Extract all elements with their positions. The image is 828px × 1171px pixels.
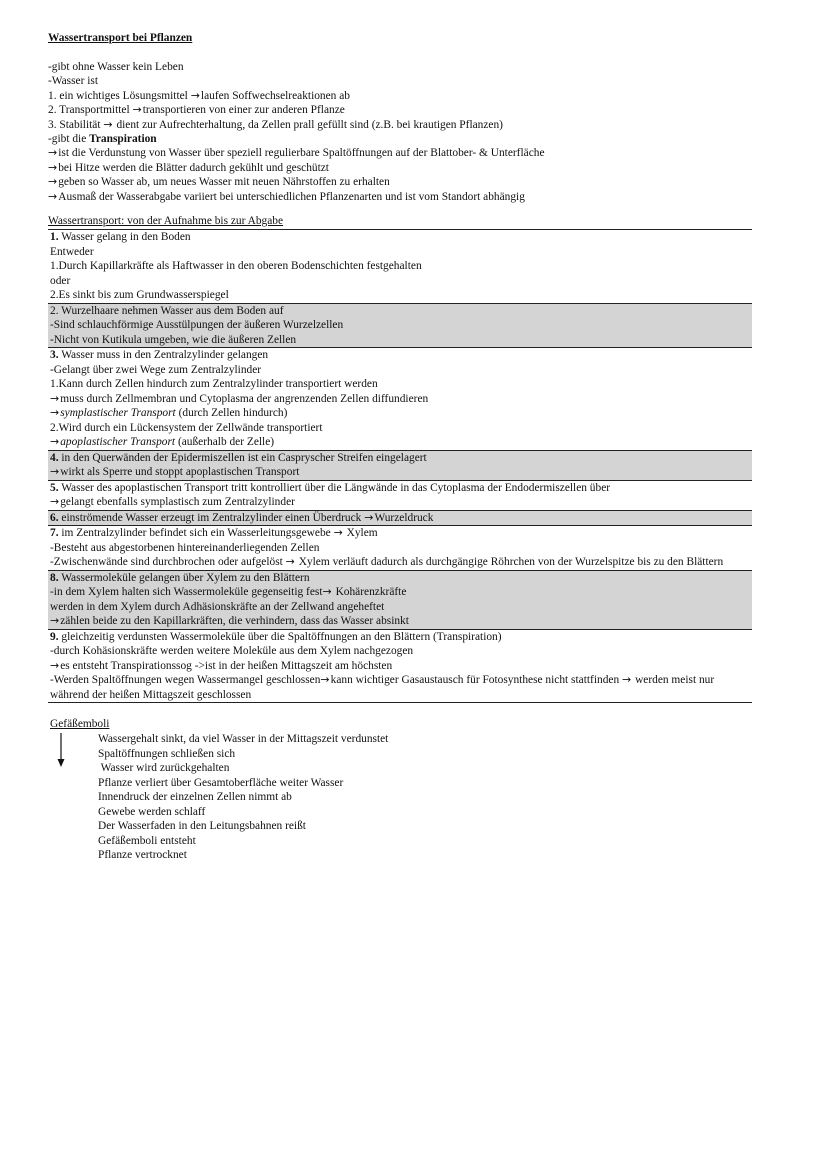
list-item: Pflanze verliert über Gesamtoberfläche weiter Wasser <box>98 776 344 789</box>
step-row-5: 5. Wasser des apoplastischen Transport tritt kontrolliert über die Längwände in das Cytoplasma der Endodermiszellen über →gelangt ebenfalls symplastisch zum Zentralzylinder <box>48 480 752 510</box>
gefaessemboli-list <box>98 732 766 863</box>
arrow-right-icon: → <box>50 465 60 479</box>
step-row-6: 6. einströmende Wasser erzeugt im Zentralzylinder einen Überdruck →Wurzeldruck <box>48 510 752 526</box>
step-row-9: 9. gleichzeitig verdunsten Wassermoleküle über die Spaltöffnungen an den Blättern (Transpiration) -durch Kohäsionskräfte werden weitere Moleküle aus dem Xylem nachgezogen →es entsteht Transpirationssog ->ist in der heißen Mittagszeit am höchsten -Werden Spaltöffnungen wegen Wassermangel geschlossen→kann wichtiger Gasaustausch für Fotosynthese nicht stattfinden → werden meist nur während der heißen Mittagszeit geschlossen <box>48 629 752 703</box>
list-item: Spaltöffnungen schließen sich <box>98 747 236 760</box>
intro-list-item: 2. Transportmittel →transportieren von einer zur anderen Pflanze <box>48 103 345 117</box>
gefaessemboli-title: Gefäßemboli <box>50 718 110 731</box>
arrow-right-icon: → <box>322 585 332 599</box>
gefaessemboli-section <box>48 717 766 863</box>
step-row-3: 3. Wasser muss in den Zentralzylinder gelangen -Gelangt über zwei Wege zum Zentralzylinder 1.Kann durch Zellen hindurch zum Zentralzylinder transportiert werden →muss durch Zellmembran und Cytoplasma der angrenzenden Zellen diffundieren →symplastischer Transport (durch Zellen hindurch) 2.Wird durch ein Lückensystem der Zellwände transportiert →apoplastischer Transport (außerhalb der Zelle) <box>48 348 752 451</box>
arrow-right-icon: → <box>50 658 60 672</box>
transpiration-point: →ist die Verdunstung von Wasser über speziell regulierbare Spaltöffnungen auf der Blattober- & Unterfläche <box>48 146 545 160</box>
list-item: Gefäßemboli entsteht <box>98 834 196 847</box>
transport-steps-table <box>48 229 752 703</box>
section-title: Wassertransport: von der Aufnahme bis zur Abgabe <box>48 215 284 228</box>
step-row-7: 7. im Zentralzylinder befindet sich ein Wasserleitungsgewebe → Xylem -Besteht aus abgestorbenen hintereinanderliegenden Zellen -Zwischenwände sind durchbrochen oder aufgelöst → Xylem verläuft dadurch als durchgängige Röhrchen von der Wurzelspitze bis zu den Blättern <box>48 526 752 571</box>
page-title: Wassertransport bei Pflanzen <box>48 32 193 44</box>
arrow-right-icon: → <box>50 614 60 628</box>
arrow-right-icon: → <box>103 117 113 131</box>
list-item: Wassergehalt sinkt, da viel Wasser in der Mittagszeit verdunstet <box>98 733 389 746</box>
list-item: Gewebe werden schlaff <box>98 805 206 818</box>
arrow-right-icon: → <box>50 435 60 449</box>
list-item: Der Wasserfaden in den Leitungsbahnen reißt <box>98 820 306 833</box>
intro-list-item: 3. Stabilität → dient zur Aufrechterhaltung, da Zellen prall gefüllt sind (z.B. bei krautigen Pflanzen) <box>48 117 503 131</box>
transpiration-point: →bei Hitze werden die Blätter dadurch gekühlt und geschützt <box>48 160 329 174</box>
intro-section <box>48 60 766 204</box>
step-row-4: 4. in den Querwänden der Epidermiszellen ist ein Caspryscher Streifen eingelagert →wirkt als Sperre und stoppt apoplastischen Transport <box>48 450 752 480</box>
arrow-right-icon: → <box>132 103 142 117</box>
transpiration-point: →geben so Wasser ab, um neues Wasser mit neuen Nährstoffen zu erhalten <box>48 175 390 189</box>
arrow-right-icon: → <box>333 526 343 540</box>
arrow-right-icon: → <box>48 189 58 203</box>
list-item: Pflanze vertrocknet <box>98 849 187 862</box>
list-item: Wasser wird zurückgehalten <box>98 762 230 775</box>
intro-line: -Wasser ist <box>48 75 99 88</box>
arrow-right-icon: → <box>48 160 58 174</box>
intro-line: -gibt ohne Wasser kein Leben <box>48 61 184 73</box>
step-row-2: 2. Wurzelhaare nehmen Wasser aus dem Boden auf -Sind schlauchförmige Ausstülpungen der äußeren Wurzelzellen -Nicht von Kutikula umgeben, wie die äußeren Zellen <box>48 303 752 348</box>
arrow-down-icon <box>56 733 66 767</box>
transpiration-heading: -gibt die Transpiration <box>48 133 157 146</box>
transpiration-point: →Ausmaß der Wasserabgabe variiert bei unterschiedlichen Pflanzenarten und ist vom Standort abhängig <box>48 189 525 203</box>
arrow-right-icon: → <box>48 175 58 189</box>
arrow-right-icon: → <box>48 146 58 160</box>
arrow-right-icon: → <box>364 510 374 524</box>
arrow-right-icon: → <box>50 406 60 420</box>
arrow-right-icon: → <box>320 673 330 687</box>
arrow-right-icon: → <box>50 495 60 509</box>
list-item: Innendruck der einzelnen Zellen nimmt ab <box>98 791 292 804</box>
step-row-1: 1. Wasser gelang in den Boden Entweder 1.Durch Kapillarkräfte als Haftwasser in den oberen Bodenschichten festgehalten oder 2.Es sinkt bis zum Grundwasserspiegel <box>48 230 752 304</box>
arrow-right-icon: → <box>190 88 200 102</box>
arrow-right-icon: → <box>50 391 60 405</box>
arrow-right-icon: → <box>622 673 632 687</box>
document-page <box>48 28 766 863</box>
intro-list-item: 1. ein wichtiges Lösungsmittel →laufen Soffwechselreaktionen ab <box>48 88 350 102</box>
step-row-8: 8. Wassermoleküle gelangen über Xylem zu den Blättern -in dem Xylem halten sich Wassermoleküle gegenseitig fest→ Kohärenzkräfte werden in dem Xylem durch Adhäsionskräfte an der Zellwand angeheftet →zählen beide zu den Kapillarkräften, die verhindern, dass das Wasser absinkt <box>48 570 752 629</box>
arrow-right-icon: → <box>285 555 295 569</box>
